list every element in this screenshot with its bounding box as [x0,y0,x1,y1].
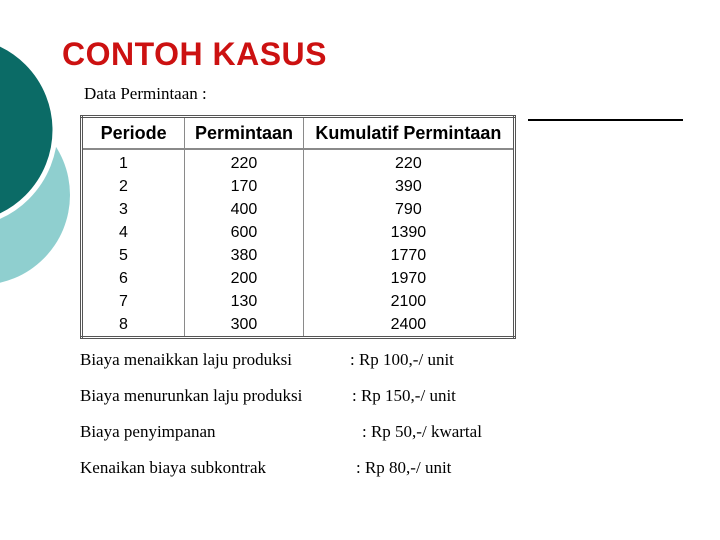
cost-value: : Rp 80,-/ unit [356,458,452,477]
header-kumulatif: Kumulatif Permintaan [303,117,514,150]
cell-kumulatif: 2100 [303,290,514,313]
horizontal-rule [528,119,683,121]
table-row [82,244,515,267]
table-row [82,290,515,313]
cell-kumulatif: 2400 [303,313,514,338]
cost-label: Kenaikan biaya subkontrak [80,458,266,477]
table-header-row [82,117,515,150]
cell-periode: 6 [82,267,185,290]
cell-permintaan: 600 [185,221,304,244]
cell-permintaan: 400 [185,198,304,221]
cost-value: : Rp 150,-/ unit [352,386,456,405]
cell-permintaan: 300 [185,313,304,338]
cell-kumulatif: 1770 [303,244,514,267]
cell-permintaan: 130 [185,290,304,313]
table-row [82,175,515,198]
table-row [82,198,515,221]
cost-label: Biaya penyimpanan [80,422,216,441]
cell-periode: 7 [82,290,185,313]
cell-kumulatif: 790 [303,198,514,221]
header-permintaan: Permintaan [185,117,304,150]
cell-periode: 3 [82,198,185,221]
table-row [82,267,515,290]
cell-permintaan: 200 [185,267,304,290]
cell-kumulatif: 1390 [303,221,514,244]
cost-value: : Rp 50,-/ kwartal [362,422,482,441]
cell-kumulatif: 390 [303,175,514,198]
cost-label: Biaya menurunkan laju produksi [80,386,303,405]
cost-label: Biaya menaikkan laju produksi [80,350,292,369]
cell-periode: 1 [82,149,185,175]
cell-kumulatif: 220 [303,149,514,175]
cell-periode: 4 [82,221,185,244]
cell-periode: 2 [82,175,185,198]
header-periode: Periode [82,117,185,150]
cell-periode: 8 [82,313,185,338]
cell-permintaan: 170 [185,175,304,198]
page-title: CONTOH KASUS [62,36,327,72]
table-row [82,149,515,175]
table-caption: Data Permintaan : [84,84,207,103]
cell-periode: 5 [82,244,185,267]
table-row [82,313,515,338]
demand-table [80,115,516,339]
cell-kumulatif: 1970 [303,267,514,290]
table-row [82,221,515,244]
cell-permintaan: 220 [185,149,304,175]
cost-value: : Rp 100,-/ unit [350,350,454,369]
cell-permintaan: 380 [185,244,304,267]
